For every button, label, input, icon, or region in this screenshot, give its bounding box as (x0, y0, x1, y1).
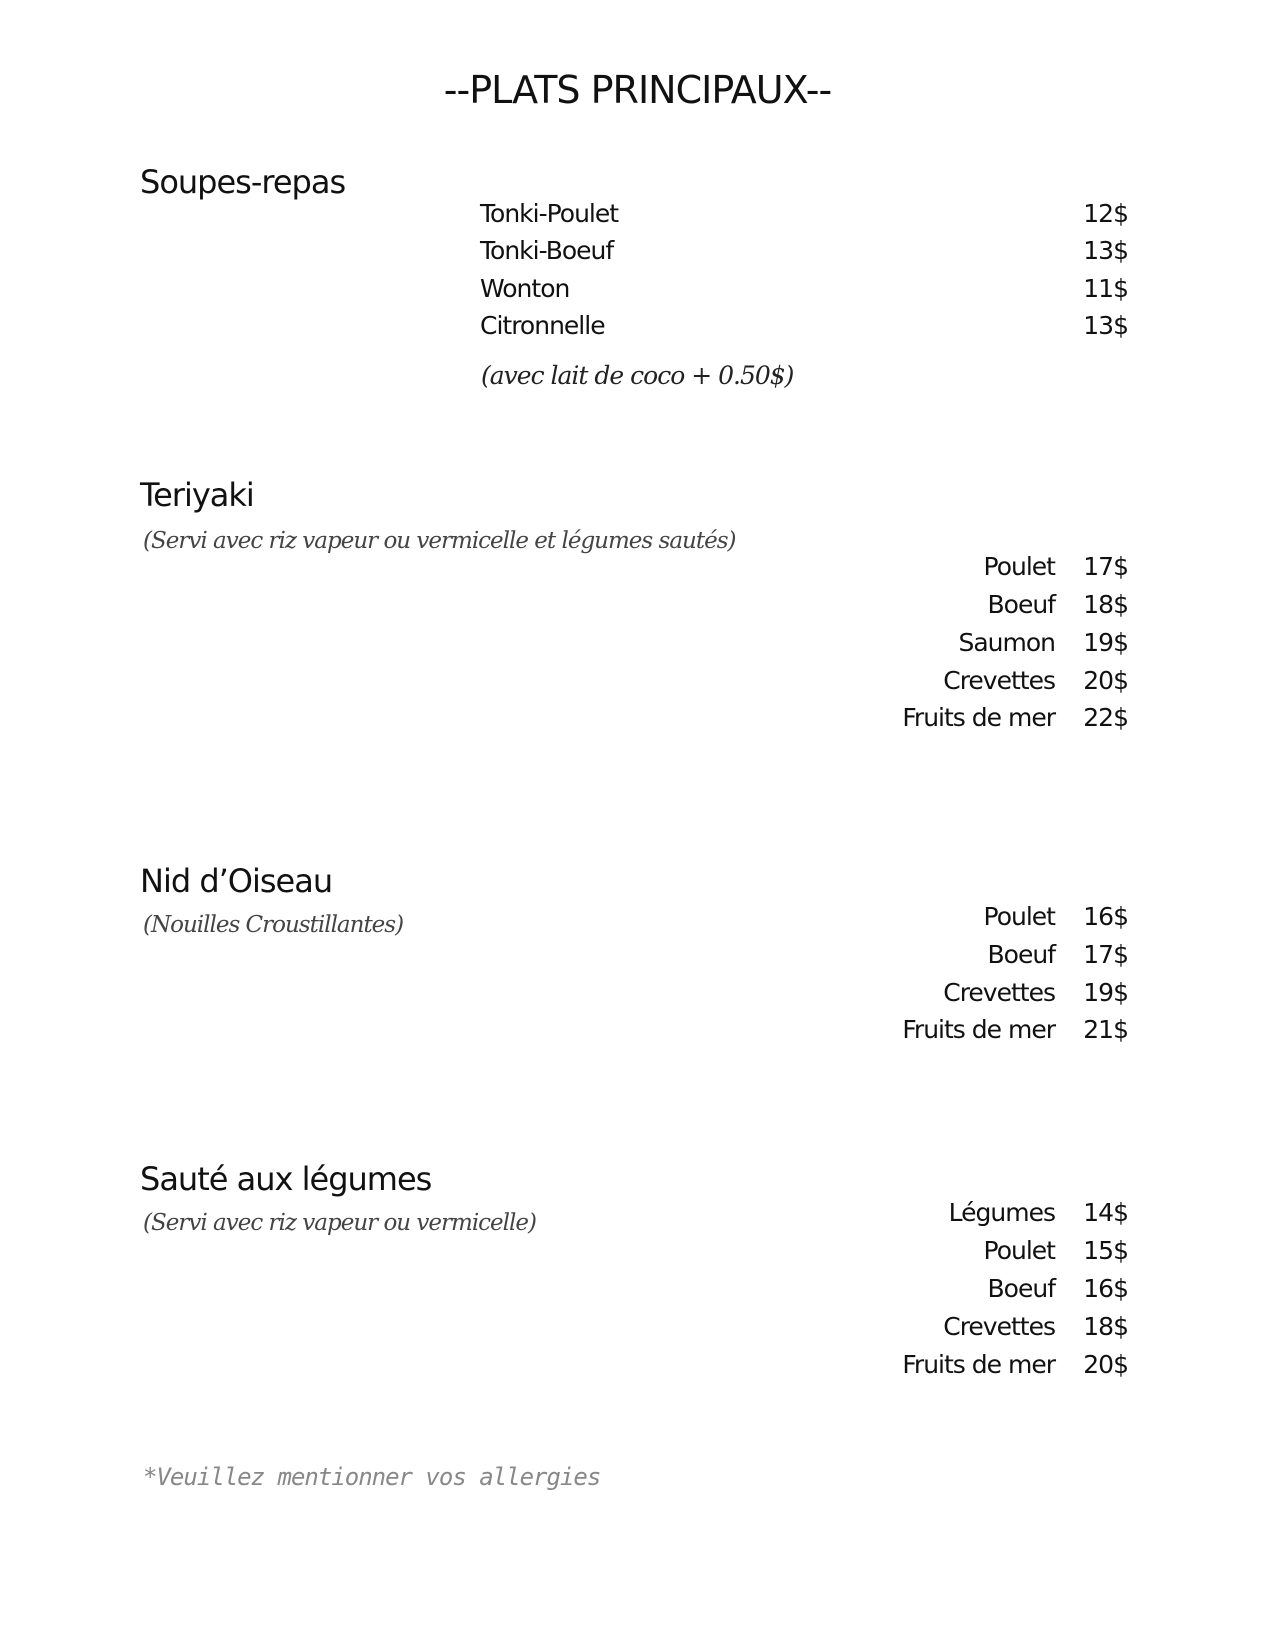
section-note-saute-legumes: (Servi avec riz vapeur ou vermicelle) (143, 1210, 536, 1236)
menu-item-price: 18$ (1083, 590, 1128, 619)
menu-item-name: Fruits de mer (902, 1015, 1055, 1044)
menu-item-name: Crevettes (943, 978, 1055, 1007)
page-title: --PLATS PRINCIPAUX-- (443, 68, 832, 112)
section-title-saute-legumes: Sauté aux légumes (140, 1160, 432, 1198)
menu-item-price: 16$ (1083, 1274, 1128, 1303)
menu-item-price: 15$ (1083, 1236, 1128, 1265)
menu-item-price: 20$ (1083, 1350, 1128, 1379)
menu-item-name: Poulet (983, 1236, 1055, 1265)
menu-item-price: 13$ (1083, 236, 1128, 265)
menu-item-name: Légumes (948, 1198, 1055, 1227)
menu-item-name: Poulet (983, 552, 1055, 581)
menu-item-price: 12$ (1083, 199, 1128, 228)
section-note-nid-oiseau: (Nouilles Croustillantes) (143, 912, 404, 938)
allergy-note: *Veuillez mentionner vos allergies (143, 1463, 601, 1491)
section-note-teriyaki: (Servi avec riz vapeur ou vermicelle et légumes sautés) (143, 528, 736, 554)
section-title-teriyaki: Teriyaki (140, 476, 254, 514)
menu-item-price: 13$ (1083, 311, 1128, 340)
menu-item-name: Citronnelle (480, 311, 605, 340)
menu-item-name: Saumon (958, 628, 1055, 657)
section-title-nid-oiseau: Nid d’Oiseau (140, 862, 333, 900)
coconut-milk-note: (avec lait de coco + 0.50$) (481, 361, 794, 390)
menu-item-price: 16$ (1083, 902, 1128, 931)
section-title-soupes: Soupes-repas (140, 163, 346, 201)
menu-item-name: Tonki-Boeuf (480, 236, 614, 265)
menu-item-name: Crevettes (943, 1312, 1055, 1341)
menu-item-name: Tonki-Poulet (480, 199, 619, 228)
menu-item-name: Fruits de mer (902, 1350, 1055, 1379)
menu-item-name: Poulet (983, 902, 1055, 931)
menu-item-price: 11$ (1083, 274, 1128, 303)
menu-item-price: 19$ (1083, 978, 1128, 1007)
menu-item-price: 19$ (1083, 628, 1128, 657)
menu-item-name: Boeuf (987, 590, 1055, 619)
menu-item-name: Boeuf (987, 940, 1055, 969)
menu-item-price: 18$ (1083, 1312, 1128, 1341)
menu-item-price: 17$ (1083, 940, 1128, 969)
menu-item-name: Fruits de mer (902, 703, 1055, 732)
menu-item-price: 20$ (1083, 666, 1128, 695)
menu-item-price: 14$ (1083, 1198, 1128, 1227)
menu-item-name: Crevettes (943, 666, 1055, 695)
menu-item-name: Boeuf (987, 1274, 1055, 1303)
menu-item-name: Wonton (480, 274, 570, 303)
menu-item-price: 17$ (1083, 552, 1128, 581)
menu-item-price: 22$ (1083, 703, 1128, 732)
menu-item-price: 21$ (1083, 1015, 1128, 1044)
